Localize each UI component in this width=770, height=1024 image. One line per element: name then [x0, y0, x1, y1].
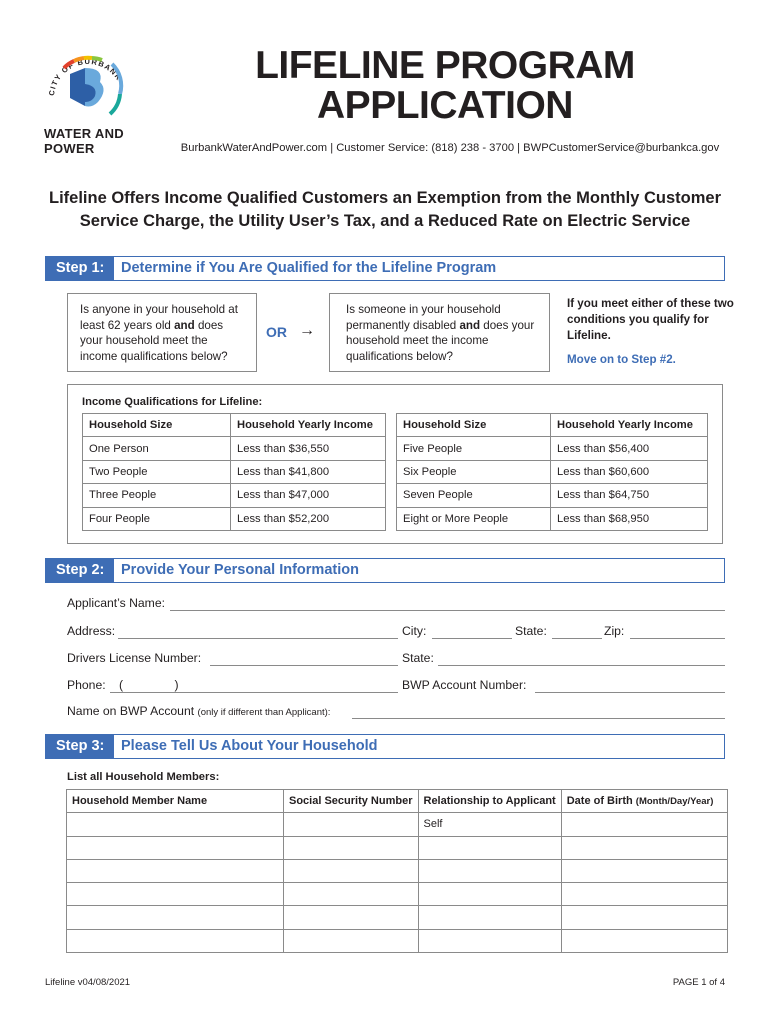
table-cell: Less than $56,400: [551, 437, 708, 460]
table-cell: Seven People: [397, 484, 551, 507]
subtitle-line2: Service Charge, the Utility User’s Tax, and a Reduced Rate on Electric Service: [79, 212, 691, 230]
dob-cell[interactable]: [561, 883, 727, 906]
member-name-cell[interactable]: [67, 836, 284, 859]
dob-cell[interactable]: [561, 906, 727, 929]
table-row: [397, 460, 708, 483]
table-header-row: [67, 790, 728, 813]
logo-line1: WATER AND: [44, 126, 124, 141]
qualify-age-text: Is anyone in your household at least 62 years old: [80, 303, 238, 332]
page-title: [190, 46, 700, 126]
applicant-name-label: Applicant’s Name:: [67, 596, 165, 610]
logo-text: [44, 126, 124, 156]
member-name-cell[interactable]: [67, 813, 284, 836]
drivers-license-field[interactable]: [210, 665, 398, 666]
bwp-account-label: BWP Account Number:: [402, 678, 527, 692]
income-table-right: [396, 413, 708, 531]
col-ssn: Social Security Number: [284, 790, 419, 813]
step2-label: Provide Your Personal Information: [121, 562, 359, 578]
qualify-disabled-text-post: does your household meet the income qualifications below?: [346, 318, 535, 363]
version-label: Lifeline v04/08/2021: [45, 977, 131, 988]
table-row: [83, 484, 386, 507]
step2-bar: [45, 558, 725, 583]
title-line1: LIFELINE PROGRAM: [255, 44, 635, 87]
applicant-name-field[interactable]: [170, 610, 725, 611]
table-cell: Four People: [83, 507, 231, 530]
table-row: [67, 906, 728, 929]
relationship-cell: Self: [418, 813, 561, 836]
table-cell: Less than $41,800: [231, 460, 386, 483]
table-row: [67, 929, 728, 952]
page-number: PAGE 1 of 4: [672, 977, 725, 988]
drivers-license-label: Drivers License Number:: [67, 651, 202, 665]
qualify-box-disabled: [329, 293, 550, 372]
members-title: List all Household Members:: [67, 771, 220, 783]
name-on-account-field[interactable]: [352, 718, 725, 719]
step1-label: Determine if You Are Qualified for the Lifeline Program: [121, 260, 497, 276]
logo-arc-text: CITY OF BURBANK: [46, 56, 124, 97]
table-cell: Less than $64,750: [551, 484, 708, 507]
subtitle-line1: Lifeline Offers Income Qualified Customers an Exemption from the Monthly Customer: [48, 189, 721, 207]
dob-cell[interactable]: [561, 929, 727, 952]
zip-field[interactable]: [630, 638, 725, 639]
qualify-age-text-post: does your household meet the income qualifications below?: [80, 318, 228, 363]
relationship-cell[interactable]: [418, 859, 561, 882]
move-to-step2: Move on to Step #2.: [567, 353, 676, 366]
table-cell: Less than $36,550: [231, 437, 386, 460]
relationship-cell[interactable]: [418, 906, 561, 929]
col-dob: [561, 790, 727, 813]
member-name-cell[interactable]: [67, 906, 284, 929]
city-field[interactable]: [432, 638, 512, 639]
zip-label: Zip:: [604, 624, 625, 638]
name-on-account-label: [67, 704, 330, 718]
qualify-age-and: and: [174, 318, 195, 332]
member-name-cell[interactable]: [67, 929, 284, 952]
relationship-cell[interactable]: [418, 929, 561, 952]
col-household-size: Household Size: [397, 414, 551, 437]
dob-cell[interactable]: [561, 836, 727, 859]
qualify-box-age: [67, 293, 257, 372]
table-header-row: [83, 414, 386, 437]
member-name-cell[interactable]: [67, 883, 284, 906]
bwp-logo-mark: [40, 46, 144, 126]
table-cell: Two People: [83, 460, 231, 483]
col-relationship: Relationship to Applicant: [418, 790, 561, 813]
table-cell: One Person: [83, 437, 231, 460]
title-line2: APPLICATION: [317, 84, 573, 127]
step1-tag: Step 1:: [45, 256, 114, 281]
table-cell: Less than $52,200: [231, 507, 386, 530]
bwp-account-field[interactable]: [535, 692, 725, 693]
col-yearly-income: Household Yearly Income: [551, 414, 708, 437]
state-label: State:: [515, 624, 547, 638]
ssn-cell[interactable]: [284, 836, 419, 859]
address-label: Address:: [67, 624, 116, 638]
table-cell: Six People: [397, 460, 551, 483]
ssn-cell[interactable]: [284, 859, 419, 882]
household-members-table: [66, 789, 728, 953]
dob-cell[interactable]: [561, 859, 727, 882]
table-cell: Eight or More People: [397, 507, 551, 530]
ssn-cell[interactable]: [284, 906, 419, 929]
table-cell: Less than $68,950: [551, 507, 708, 530]
qualify-note: If you meet either of these two conditions you qualify for Lifeline.: [567, 297, 734, 342]
table-row: [83, 507, 386, 530]
table-header-row: [397, 414, 708, 437]
ssn-cell[interactable]: [284, 883, 419, 906]
ssn-cell[interactable]: [284, 813, 419, 836]
table-row: [397, 507, 708, 530]
col-yearly-income: Household Yearly Income: [231, 414, 386, 437]
or-label: OR: [266, 324, 287, 340]
table-row: [67, 859, 728, 882]
subtitle: [30, 187, 740, 233]
table-row: [83, 437, 386, 460]
relationship-cell[interactable]: [418, 836, 561, 859]
col-household-size: Household Size: [83, 414, 231, 437]
name-on-account-note: (only if different than Applicant):: [197, 707, 331, 718]
table-row: [397, 437, 708, 460]
phone-label-text: Phone:: [67, 678, 106, 692]
step1-bar: [45, 256, 725, 281]
arrow-right-icon: →: [299, 322, 315, 339]
dl-state-field[interactable]: [438, 665, 725, 666]
step3-tag: Step 3:: [45, 734, 114, 759]
phone-open-paren: (: [119, 678, 124, 692]
table-row: [83, 460, 386, 483]
relationship-cell[interactable]: [418, 883, 561, 906]
col-member-name: Household Member Name: [67, 790, 284, 813]
qualify-disabled-text: Is someone in your household permanently disabled: [346, 303, 501, 332]
step2-tag: Step 2:: [45, 558, 114, 583]
member-name-cell[interactable]: [67, 859, 284, 882]
phone-close-paren: ): [174, 678, 179, 692]
qualify-disabled-and: and: [459, 318, 481, 332]
table-row: [67, 813, 728, 836]
bwp-logo: [40, 46, 144, 158]
table-row: [397, 484, 708, 507]
name-on-account-text: Name on BWP Account: [67, 704, 195, 718]
table-row: [67, 836, 728, 859]
phone-field[interactable]: [110, 692, 398, 693]
col-dob-note: (Month/Day/Year): [635, 796, 714, 808]
income-table-left: [82, 413, 386, 531]
income-title: Income Qualifications for Lifeline:: [82, 396, 263, 408]
step3-bar: [45, 734, 725, 759]
col-dob-label: Date of Birth: [566, 795, 633, 808]
table-cell: Three People: [83, 484, 231, 507]
step3-label: Please Tell Us About Your Household: [121, 738, 378, 754]
phone-label: [67, 678, 179, 692]
state-field[interactable]: [552, 638, 602, 639]
table-cell: Less than $60,600: [551, 460, 708, 483]
address-field[interactable]: [118, 638, 398, 639]
table-row: [67, 883, 728, 906]
ssn-cell[interactable]: [284, 929, 419, 952]
dob-cell[interactable]: [561, 813, 727, 836]
city-label: City:: [402, 624, 427, 638]
logo-line2: POWER: [44, 141, 95, 156]
dl-state-label: State:: [402, 651, 434, 665]
contact-info: BurbankWaterAndPower.com | Customer Service: (818) 238 - 3700 | BWPCustomerService@burbankca.gov: [180, 142, 720, 154]
table-cell: Less than $47,000: [231, 484, 386, 507]
table-cell: Five People: [397, 437, 551, 460]
